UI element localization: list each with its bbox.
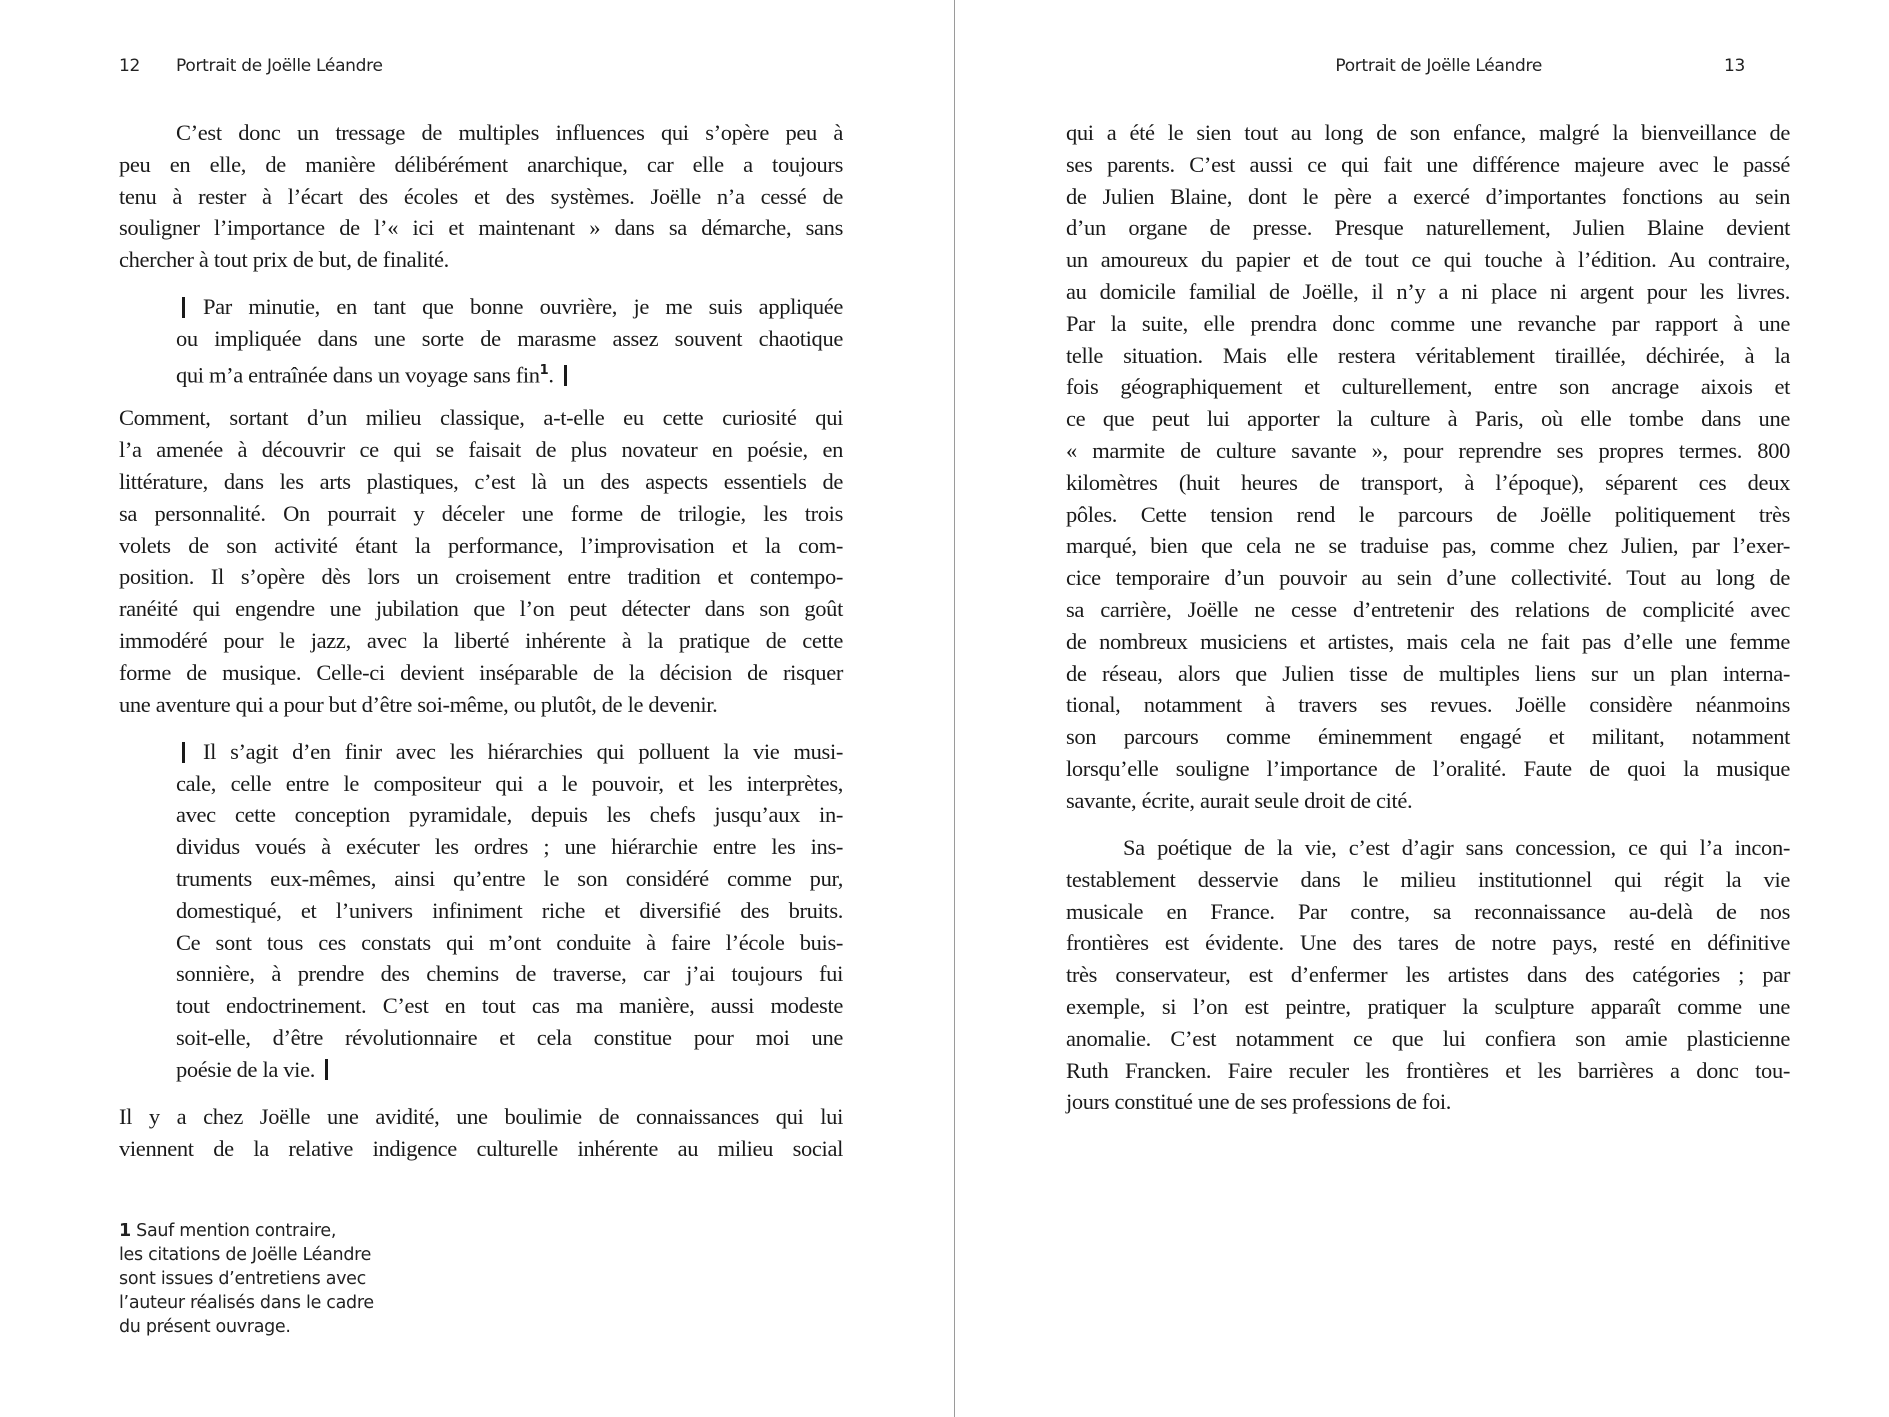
left-text-column — [119, 117, 843, 1180]
text-line: au domicile familial de Joëlle, il n’y a ni place ni argent pour les livres. — [1066, 278, 1790, 304]
right-text-column — [1066, 117, 1790, 1134]
line — [1066, 371, 1790, 403]
text-line: Il y a chez Joëlle une avidité, une boulimie de connaissances qui lui — [119, 1104, 843, 1130]
text-line: une aventure qui a pour but d’être soi-même, ou plutôt, de le devenir. — [119, 691, 718, 717]
paragraph — [119, 1101, 843, 1165]
line — [176, 768, 843, 800]
line — [1066, 927, 1790, 959]
text-line: position. Il s’opère dès lors un croisement entre tradition et contempo- — [119, 564, 843, 590]
line — [1066, 1086, 1790, 1118]
text-line: pôles. Cette tension rend le parcours de Joëlle politiquement très — [1066, 501, 1790, 527]
text-line: testablement desservie dans le milieu institutionnel qui régit la vie — [1066, 866, 1790, 892]
line — [119, 466, 843, 498]
text-line: exemple, si l’on est peintre, pratiquer la sculpture apparaît comme une — [1066, 994, 1790, 1020]
quote-bar — [182, 742, 185, 763]
paragraph — [119, 117, 843, 276]
text-line: anomalie. C’est notamment ce que lui confiera son amie plasticienne — [1066, 1025, 1790, 1051]
text-line: savante, écrite, aurait seule droit de cité. — [1066, 787, 1413, 813]
text-line: kilomètres (huit heures de transport, à l’époque), séparent ces deux — [1066, 469, 1790, 495]
line — [119, 625, 843, 657]
text-line: musicale en France. Par contre, sa reconnaissance au-delà de nos — [1066, 898, 1790, 924]
text-line: immodéré pour le jazz, avec la liberté inhérente à la pratique de cette — [119, 627, 843, 653]
footnote-line: du présent ouvrage. — [119, 1317, 291, 1337]
paragraph — [1066, 117, 1790, 817]
line — [1066, 1023, 1790, 1055]
page-number-right: 13 — [1723, 56, 1745, 76]
text-line: de Julien Blaine, dont le père a exercé d’importantes fonctions au sein — [1066, 183, 1790, 209]
line — [1066, 244, 1790, 276]
text-line: de réseau, alors que Julien tisse de multiples liens sur un plan interna- — [1066, 660, 1790, 686]
line — [119, 1133, 843, 1165]
line — [1066, 626, 1790, 658]
text-line: Comment, sortant d’un milieu classique, a-t-elle eu cette curiosité qui — [119, 405, 843, 431]
line — [1066, 864, 1790, 896]
line — [176, 1022, 843, 1054]
block-quote — [176, 736, 843, 1086]
line — [1066, 181, 1790, 213]
line — [1066, 117, 1790, 149]
text-line: ce que peut lui apporter la culture à Paris, où elle tombe dans une — [1066, 406, 1790, 432]
line — [1066, 276, 1790, 308]
line — [1066, 308, 1790, 340]
line — [176, 958, 843, 990]
line — [1066, 689, 1790, 721]
text-line: jours constitué une de ses professions de foi. — [1066, 1089, 1452, 1115]
text-line: C’est donc un tressage de multiples influences qui s’opère peu à — [176, 120, 843, 145]
line — [119, 593, 843, 625]
line — [1066, 753, 1790, 785]
text-line: qui m’a entraînée dans un voyage sans fin — [176, 362, 540, 388]
text-line: tout endoctrinement. C’est en tout cas ma manière, aussi modeste — [176, 993, 843, 1019]
text-line: ou impliquée dans une sorte de marasme assez souvent chaotique — [176, 326, 843, 352]
line — [1066, 785, 1790, 817]
text-line: poésie de la vie. — [176, 1056, 315, 1082]
line — [176, 895, 843, 927]
text-line: souligner l’importance de l’« ici et maintenant » dans sa démarche, sans — [119, 215, 843, 241]
line — [119, 402, 843, 434]
line — [176, 323, 843, 355]
line — [1066, 832, 1790, 864]
text-line: de nombreux musiciens et artistes, mais cela ne fait pas d’elle une femme — [1066, 628, 1790, 654]
line — [1066, 594, 1790, 626]
line — [1066, 721, 1790, 753]
line — [1066, 530, 1790, 562]
line — [1066, 658, 1790, 690]
line — [119, 1101, 843, 1133]
text-line: un amoureux du papier et de tout ce qui touche à l’édition. Au contraire, — [1066, 247, 1790, 273]
text-line: volets de son activité étant la performance, l’improvisation et la com- — [119, 532, 843, 558]
text-line: telle situation. Mais elle restera véritablement tiraillée, déchirée, à la — [1066, 342, 1790, 368]
line — [119, 149, 843, 181]
footnote-line: Sauf mention contraire, — [136, 1221, 337, 1241]
line — [1066, 562, 1790, 594]
line — [1066, 403, 1790, 435]
text-line: Ce sont tous ces constats qui m’ont conduite à faire l’école buis- — [176, 929, 843, 955]
text-line: qui a été le sien tout au long de son enfance, malgré la bienveillance de — [1066, 120, 1790, 145]
text-line: peu en elle, de manière délibérément anarchique, car elle a toujours — [119, 151, 843, 177]
text-line: sonnière, à prendre des chemins de traverse, car j’ai toujours fui — [176, 961, 843, 987]
line — [1066, 467, 1790, 499]
footnote-line: l’auteur réalisés dans le cadre — [119, 1293, 374, 1313]
text-line: tenu à rester à l’écart des écoles et des systèmes. Joëlle n’a cessé de — [119, 183, 843, 209]
text-line: Il s’agit d’en finir avec les hiérarchies qui polluent la vie musi- — [203, 738, 843, 764]
text-line: cice temporaire d’un pouvoir au sein d’une collectivité. Tout au long de — [1066, 565, 1790, 591]
line — [1066, 991, 1790, 1023]
text-line: forme de musique. Celle-ci devient inséparable de la décision de risquer — [119, 659, 843, 685]
line — [1066, 959, 1790, 991]
line — [119, 212, 843, 244]
text-line: chercher à tout prix de but, de finalité. — [119, 247, 449, 273]
text-line: Par minutie, en tant que bonne ouvrière, je me suis appliquée — [203, 294, 843, 320]
paragraph — [119, 402, 843, 720]
text-line: tional, notamment à travers ses revues. Joëlle considère néanmoins — [1066, 692, 1790, 718]
text-line: lorsqu’elle souligne l’importance de l’oralité. Faute de quoi la musique — [1066, 755, 1790, 781]
line — [1066, 896, 1790, 928]
text-line: fois géographiquement et culturellement, entre son ancrage aixois et — [1066, 374, 1790, 400]
line — [176, 1054, 843, 1086]
running-title-left: Portrait de Joëlle Léandre — [176, 56, 383, 76]
text-line: sa carrière, Joëlle ne cesse d’entretenir des relations de complicité avec — [1066, 596, 1790, 622]
quote-end-bar — [564, 365, 567, 386]
line — [1066, 1055, 1790, 1087]
line — [176, 291, 843, 323]
line — [119, 498, 843, 530]
text-line: Ruth Francken. Faire reculer les frontières et les barrières a donc tou- — [1066, 1057, 1790, 1083]
line — [119, 561, 843, 593]
line — [119, 689, 843, 721]
line — [1066, 435, 1790, 467]
line — [119, 181, 843, 213]
text-line: marqué, bien que cela ne se traduise pas, comme chez Julien, par l’exer- — [1066, 533, 1790, 559]
line — [1066, 149, 1790, 181]
paragraph — [1066, 832, 1790, 1118]
quote-bar — [182, 297, 185, 318]
text-line: truments eux-mêmes, ainsi qu’entre le son considéré comme pur, — [176, 866, 843, 892]
line — [119, 117, 843, 149]
line — [1066, 212, 1790, 244]
text-line: d’un organe de presse. Presque naturellement, Julien Blaine devient — [1066, 215, 1790, 241]
text-line: son parcours comme éminemment engagé et militant, notamment — [1066, 724, 1790, 750]
right-page — [955, 0, 1889, 1417]
line — [119, 530, 843, 562]
line — [176, 799, 843, 831]
text-line: dividus voués à exécuter les ordres ; une hiérarchie entre les ins- — [176, 834, 843, 860]
text-line: domestiqué, et l’univers infiniment riche et diversifié des bruits. — [176, 897, 843, 923]
line — [1066, 499, 1790, 531]
text-line: très conservateur, est d’enfermer les artistes dans des catégories ; par — [1066, 962, 1790, 988]
text-line: sa personnalité. On pourrait y déceler une forme de trilogie, les trois — [119, 500, 843, 526]
line — [119, 434, 843, 466]
text-line: ses parents. C’est aussi ce qui fait une différence majeure avec le passé — [1066, 151, 1790, 177]
line — [176, 736, 843, 768]
text-line: avec cette conception pyramidale, depuis les chefs jusqu’aux in- — [176, 802, 843, 828]
text-line: frontières est évidente. Une des tares de notre pays, resté en définitive — [1066, 930, 1790, 956]
line — [119, 657, 843, 689]
page-number-left: 12 — [119, 56, 141, 76]
footnote-line: sont issues d’entretiens avec — [119, 1269, 366, 1289]
line — [1066, 340, 1790, 372]
footnote-line: les citations de Joëlle Léandre — [119, 1245, 372, 1265]
text-line: soit-elle, d’être révolutionnaire et cela constitue pour moi une — [176, 1025, 843, 1051]
footnote — [119, 1219, 374, 1339]
line — [176, 990, 843, 1022]
line — [176, 863, 843, 895]
block-quote — [176, 291, 843, 386]
text-line: cale, celle entre le compositeur qui a le pouvoir, et les interprètes, — [176, 770, 843, 796]
text-line: Par la suite, elle prendra donc comme une revanche par rapport à une — [1066, 310, 1790, 336]
line: qui m’a entraînée dans un voyage sans fin$^1$. — [176, 355, 843, 387]
running-title-right: Portrait de Joëlle Léandre — [1335, 56, 1542, 76]
line — [176, 831, 843, 863]
text-line: littérature, dans les arts plastiques, c’est là un des aspects essentiels de — [119, 468, 843, 494]
text-line: viennent de la relative indigence culturelle inhérente au milieu social — [119, 1135, 843, 1161]
text-line: l’a amenée à découvrir ce qui se faisait de plus novateur en poésie, en — [119, 437, 843, 463]
footnote-reference[interactable]: 1 — [539, 363, 549, 379]
text-line: « marmite de culture savante », pour reprendre ses propres termes. 800 — [1066, 437, 1790, 463]
quote-end-bar — [325, 1059, 328, 1080]
text-line: Sa poétique de la vie, c’est d’agir sans concession, ce qui l’a incon- — [1123, 835, 1790, 861]
footnote-number: 1 — [119, 1221, 131, 1241]
line — [119, 244, 843, 276]
line — [176, 927, 843, 959]
text-line: ranéité qui engendre une jubilation que l’on peut détecter dans son goût — [119, 596, 843, 622]
